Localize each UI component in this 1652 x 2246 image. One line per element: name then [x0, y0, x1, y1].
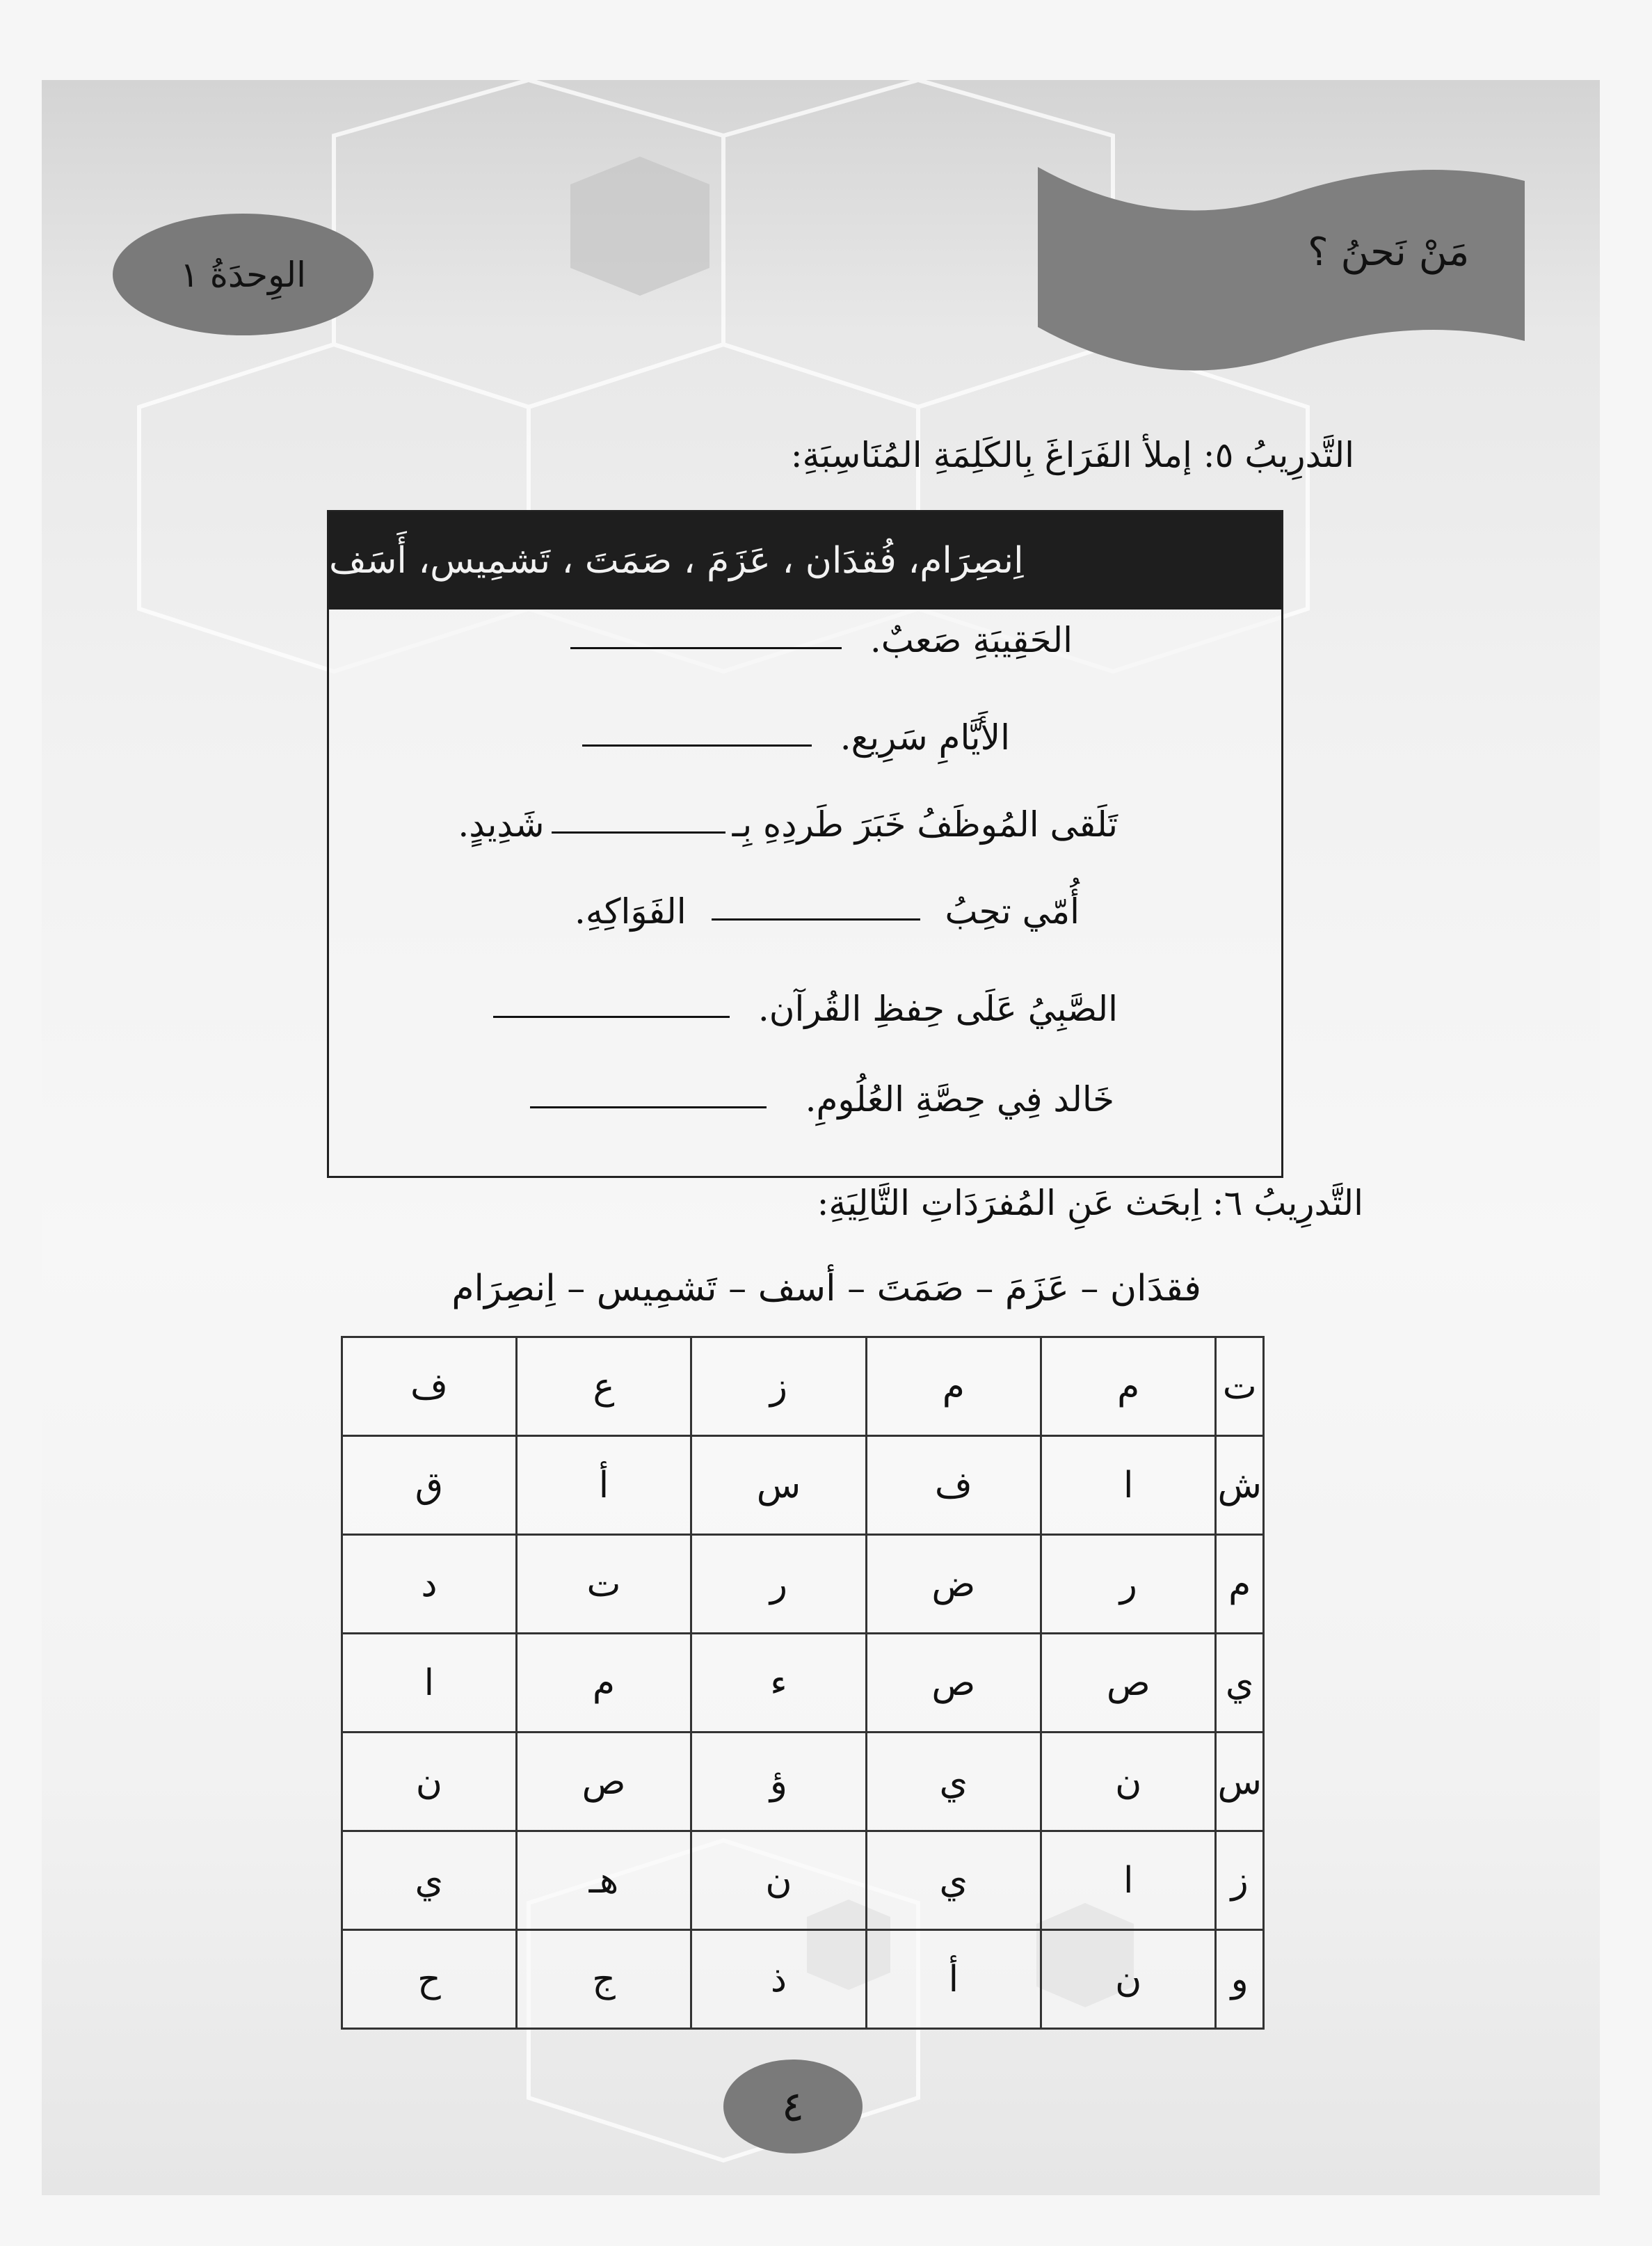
grid-cell[interactable]: ر [1041, 1535, 1216, 1634]
grid-row [342, 1831, 1264, 1930]
grid-cell[interactable]: م [866, 1337, 1041, 1436]
sentence-4 [575, 891, 1080, 932]
word-bank-text: اِنصِرَام، فُقدَان ، عَزَمَ ، صَمَتَ ، تَشمِيس، أَسَف [329, 540, 1024, 582]
sentence-2 [582, 717, 1010, 758]
grid-cell[interactable]: ص [1041, 1634, 1216, 1733]
grid-row [342, 1733, 1264, 1831]
grid-cell[interactable]: ر [691, 1535, 866, 1634]
lesson-title: مَنْ نَحنُ ؟ [1308, 230, 1470, 275]
grid-cell[interactable]: ض [866, 1535, 1041, 1634]
sentence-5-text: الصَّبِيُ عَلَى حِفظِ القُرآن. [757, 989, 1118, 1029]
sentence-3-before: تَلَقى المُوظَفُ خَبَرَ طَردِهِ بِـ [732, 804, 1118, 845]
grid-cell[interactable]: ي [866, 1831, 1041, 1930]
grid-cell[interactable]: ذ [691, 1930, 866, 2029]
grid-row [342, 1535, 1264, 1634]
grid-cell[interactable]: ش [1216, 1436, 1264, 1535]
grid-cell[interactable]: ف [866, 1436, 1041, 1535]
grid-cell[interactable]: و [1216, 1930, 1264, 2029]
blank-4[interactable] [712, 909, 920, 921]
sentence-4-after: الفَوَاكِهِ. [575, 891, 687, 932]
grid-cell[interactable]: د [342, 1535, 517, 1634]
unit-label: الوِحدَةُ ١ [179, 254, 307, 295]
grid-cell[interactable]: ت [516, 1535, 691, 1634]
grid-cell[interactable]: ي [866, 1733, 1041, 1831]
grid-cell[interactable]: هـ [516, 1831, 691, 1930]
grid-cell[interactable]: ز [1216, 1831, 1264, 1930]
sentence-3-after: شَدِيدٍ. [458, 804, 545, 845]
page-number: ٤ [781, 2082, 805, 2131]
grid-cell[interactable]: س [1216, 1733, 1264, 1831]
grid-cell[interactable]: أ [516, 1436, 691, 1535]
grid-cell[interactable]: ن [691, 1831, 866, 1930]
sentence-1-text: الحَقِيبَةِ صَعبٌ. [869, 620, 1073, 660]
blank-3[interactable] [552, 822, 725, 834]
grid-cell[interactable]: ن [1041, 1930, 1216, 2029]
grid-cell[interactable]: ا [1041, 1436, 1216, 1535]
sentence-1 [570, 620, 1073, 660]
blank-6[interactable] [530, 1097, 767, 1108]
grid-cell[interactable]: م [1041, 1337, 1216, 1436]
page-number-badge [723, 2060, 863, 2153]
grid-row [342, 1634, 1264, 1733]
grid-cell[interactable]: س [691, 1436, 866, 1535]
sentence-6-text: خَالد فِي حِصَّةِ العُلُومِ. [805, 1079, 1114, 1120]
grid-row [342, 1930, 1264, 2029]
grid-cell[interactable]: م [1216, 1535, 1264, 1634]
grid-cell[interactable]: ي [1216, 1634, 1264, 1733]
grid-row [342, 1337, 1264, 1436]
grid-cell[interactable]: ي [342, 1831, 517, 1930]
exercise-5-title: التَّدرِيبُ ٥: إملأ الفَرَاغَ بِالكَلِمَةِ المُنَاسِبَةِ: [790, 435, 1354, 475]
word-bank [329, 512, 1281, 610]
exercise-6-title: التَّدرِيبُ ٦: اِبحَث عَنِ المُفرَدَاتِ التَّالِيَةِ: [817, 1183, 1363, 1223]
grid-cell[interactable]: ء [691, 1634, 866, 1733]
sentence-3 [458, 804, 1118, 845]
grid-row [342, 1436, 1264, 1535]
grid-cell[interactable]: ع [516, 1337, 691, 1436]
grid-cell[interactable]: ج [516, 1930, 691, 2029]
blank-1[interactable] [570, 637, 842, 649]
grid-cell[interactable]: ن [342, 1733, 517, 1831]
exercise-5-box [327, 510, 1283, 1178]
grid-cell[interactable]: ن [1041, 1733, 1216, 1831]
sentence-6 [530, 1079, 1114, 1120]
sentence-4-before: أُمّي تحِبُ [945, 891, 1080, 932]
grid-cell[interactable]: ا [1041, 1831, 1216, 1930]
grid-cell[interactable]: ص [866, 1634, 1041, 1733]
grid-cell[interactable]: ا [342, 1634, 517, 1733]
grid-cell[interactable]: ق [342, 1436, 517, 1535]
unit-badge [113, 214, 374, 335]
grid-cell[interactable]: ص [516, 1733, 691, 1831]
grid-cell[interactable]: م [516, 1634, 691, 1733]
grid-cell[interactable]: ت [1216, 1337, 1264, 1436]
search-word-list: فقدَان – عَزَمَ – صَمَتَ – أسف – تَشمِيس – اِنصِرَام [451, 1268, 1201, 1309]
word-search-grid [341, 1336, 1265, 2030]
blank-2[interactable] [582, 735, 812, 747]
grid-cell[interactable]: أ [866, 1930, 1041, 2029]
sentence-5 [493, 989, 1118, 1029]
grid-cell[interactable]: ف [342, 1337, 517, 1436]
grid-cell[interactable]: ز [691, 1337, 866, 1436]
blank-5[interactable] [493, 1006, 730, 1018]
sentence-2-text: الأَيَّامِ سَرِيع. [840, 717, 1010, 758]
grid-cell[interactable]: ح [342, 1930, 517, 2029]
grid-cell[interactable]: ؤ [691, 1733, 866, 1831]
